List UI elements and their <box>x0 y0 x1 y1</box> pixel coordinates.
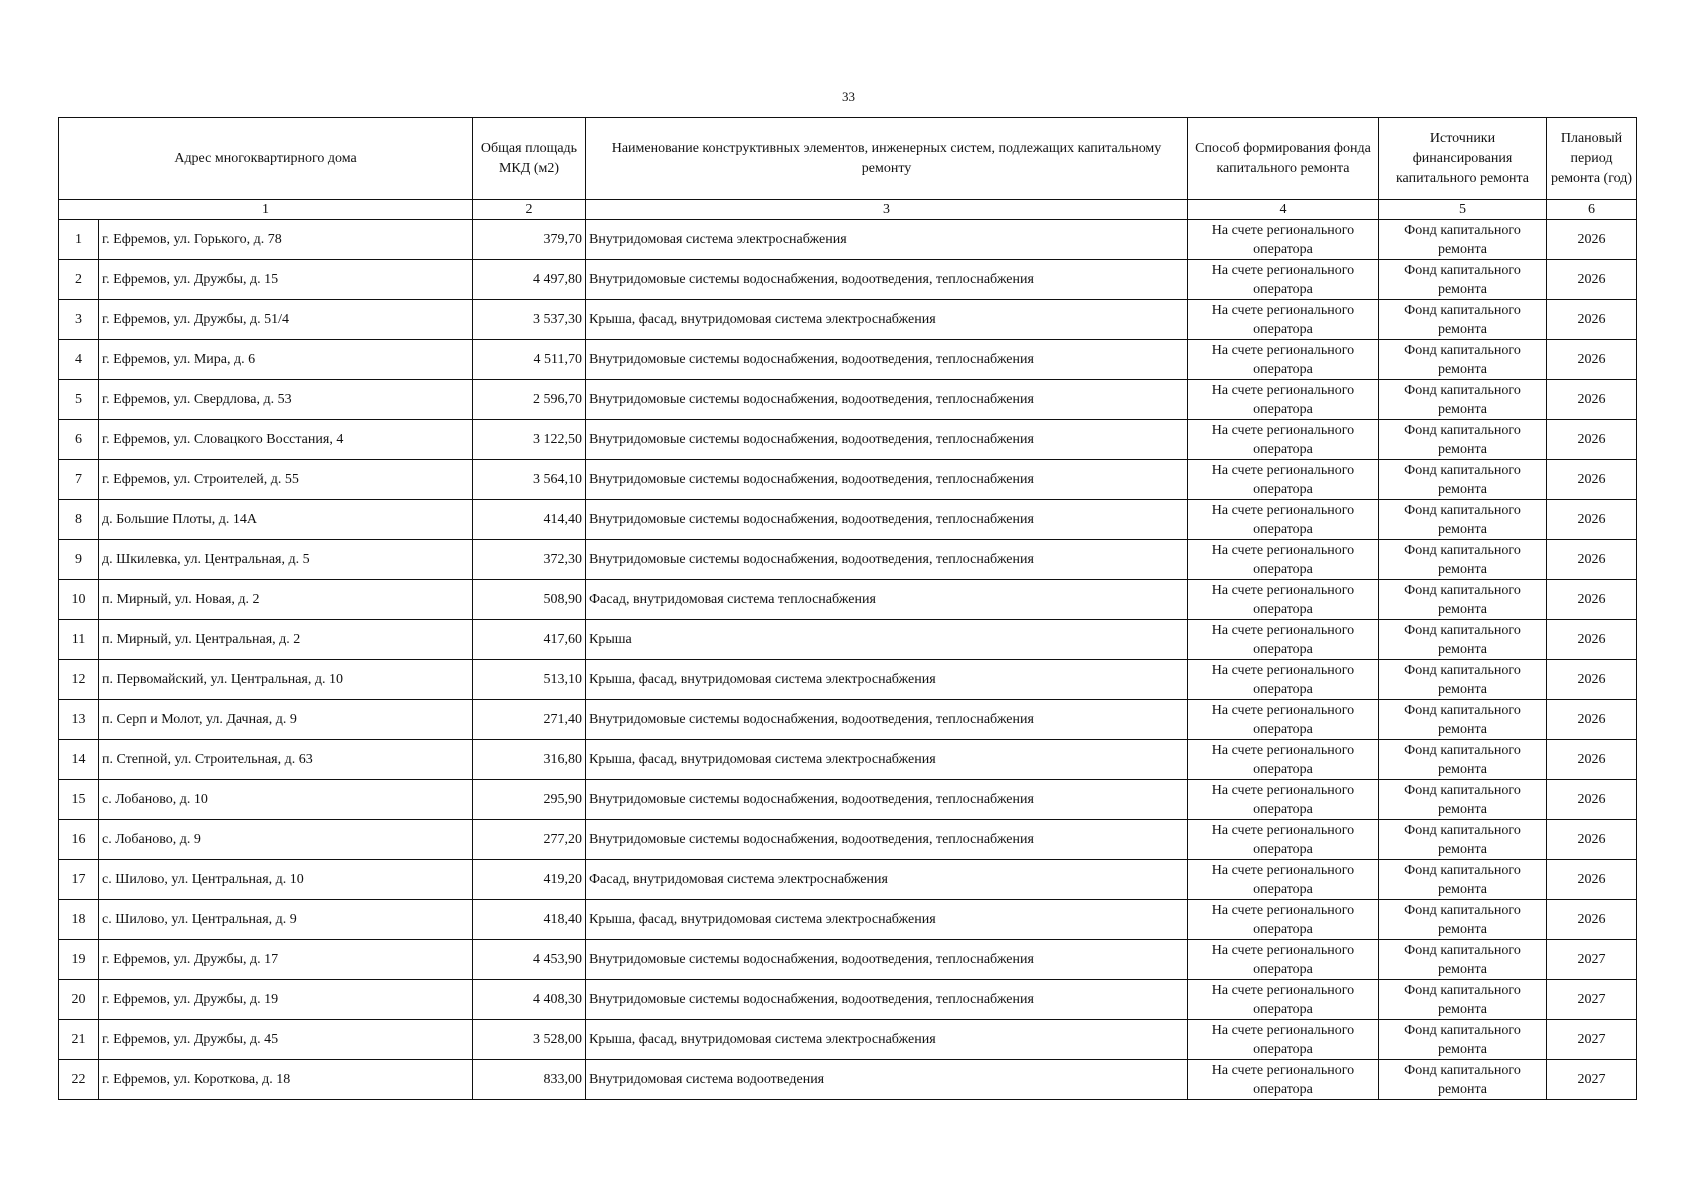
year-cell: 2027 <box>1547 940 1637 980</box>
source-cell: Фонд капитального ремонта <box>1379 660 1547 700</box>
capital-repair-table <box>58 117 1637 1100</box>
table-row <box>59 380 1637 420</box>
table-row <box>59 940 1637 980</box>
year-cell: 2026 <box>1547 460 1637 500</box>
source-cell: Фонд капитального ремонта <box>1379 260 1547 300</box>
works-cell: Крыша, фасад, внутридомовая система электроснабжения <box>586 1020 1188 1060</box>
table-row <box>59 580 1637 620</box>
source-cell: Фонд капитального ремонта <box>1379 1060 1547 1100</box>
works-cell: Внутридомовые системы водоснабжения, водоотведения, теплоснабжения <box>586 700 1188 740</box>
year-cell: 2026 <box>1547 540 1637 580</box>
header-year: Плановый период ремонта (год) <box>1547 118 1637 200</box>
address-cell: п. Степной, ул. Строительная, д. 63 <box>99 740 473 780</box>
source-cell: Фонд капитального ремонта <box>1379 820 1547 860</box>
source-cell: Фонд капитального ремонта <box>1379 700 1547 740</box>
column-number: 1 <box>59 200 473 220</box>
address-cell: г. Ефремов, ул. Дружбы, д. 19 <box>99 980 473 1020</box>
year-cell: 2026 <box>1547 620 1637 660</box>
address-cell: г. Ефремов, ул. Свердлова, д. 53 <box>99 380 473 420</box>
area-cell: 513,10 <box>473 660 586 700</box>
works-cell: Крыша, фасад, внутридомовая система электроснабжения <box>586 300 1188 340</box>
year-cell: 2026 <box>1547 300 1637 340</box>
year-cell: 2026 <box>1547 380 1637 420</box>
row-number: 7 <box>59 460 99 500</box>
address-cell: г. Ефремов, ул. Дружбы, д. 15 <box>99 260 473 300</box>
row-number: 10 <box>59 580 99 620</box>
method-cell: На счете регионального оператора <box>1188 420 1379 460</box>
works-cell: Внутридомовая система водоотведения <box>586 1060 1188 1100</box>
year-cell: 2026 <box>1547 500 1637 540</box>
address-cell: п. Первомайский, ул. Центральная, д. 10 <box>99 660 473 700</box>
header-source: Источники финансирования капитального ремонта <box>1379 118 1547 200</box>
address-cell: с. Лобаново, д. 9 <box>99 820 473 860</box>
table-row <box>59 500 1637 540</box>
method-cell: На счете регионального оператора <box>1188 860 1379 900</box>
table-row <box>59 220 1637 260</box>
method-cell: На счете регионального оператора <box>1188 780 1379 820</box>
works-cell: Внутридомовые системы водоснабжения, водоотведения, теплоснабжения <box>586 820 1188 860</box>
source-cell: Фонд капитального ремонта <box>1379 780 1547 820</box>
area-cell: 417,60 <box>473 620 586 660</box>
method-cell: На счете регионального оператора <box>1188 380 1379 420</box>
row-number: 11 <box>59 620 99 660</box>
area-cell: 3 564,10 <box>473 460 586 500</box>
table-row <box>59 340 1637 380</box>
address-cell: с. Лобаново, д. 10 <box>99 780 473 820</box>
year-cell: 2026 <box>1547 780 1637 820</box>
table-body <box>59 220 1637 1100</box>
year-cell: 2026 <box>1547 700 1637 740</box>
area-cell: 833,00 <box>473 1060 586 1100</box>
method-cell: На счете регионального оператора <box>1188 620 1379 660</box>
table-row <box>59 620 1637 660</box>
method-cell: На счете регионального оператора <box>1188 220 1379 260</box>
method-cell: На счете регионального оператора <box>1188 940 1379 980</box>
address-cell: г. Ефремов, ул. Короткова, д. 18 <box>99 1060 473 1100</box>
works-cell: Внутридомовые системы водоснабжения, водоотведения, теплоснабжения <box>586 380 1188 420</box>
row-number: 19 <box>59 940 99 980</box>
works-cell: Внутридомовые системы водоснабжения, водоотведения, теплоснабжения <box>586 980 1188 1020</box>
address-cell: д. Шкилевка, ул. Центральная, д. 5 <box>99 540 473 580</box>
year-cell: 2026 <box>1547 220 1637 260</box>
table-row <box>59 860 1637 900</box>
row-number: 20 <box>59 980 99 1020</box>
works-cell: Крыша <box>586 620 1188 660</box>
row-number: 5 <box>59 380 99 420</box>
row-number: 14 <box>59 740 99 780</box>
area-cell: 4 408,30 <box>473 980 586 1020</box>
source-cell: Фонд капитального ремонта <box>1379 500 1547 540</box>
table-row <box>59 460 1637 500</box>
table-row <box>59 900 1637 940</box>
address-cell: г. Ефремов, ул. Горького, д. 78 <box>99 220 473 260</box>
method-cell: На счете регионального оператора <box>1188 820 1379 860</box>
method-cell: На счете регионального оператора <box>1188 1060 1379 1100</box>
method-cell: На счете регионального оператора <box>1188 300 1379 340</box>
table-row <box>59 260 1637 300</box>
table-row <box>59 1020 1637 1060</box>
column-number: 5 <box>1379 200 1547 220</box>
address-cell: п. Мирный, ул. Новая, д. 2 <box>99 580 473 620</box>
column-number: 4 <box>1188 200 1379 220</box>
method-cell: На счете регионального оператора <box>1188 580 1379 620</box>
address-cell: г. Ефремов, ул. Мира, д. 6 <box>99 340 473 380</box>
table-row <box>59 1060 1637 1100</box>
row-number: 6 <box>59 420 99 460</box>
works-cell: Внутридомовые системы водоснабжения, водоотведения, теплоснабжения <box>586 260 1188 300</box>
row-number: 9 <box>59 540 99 580</box>
method-cell: На счете регионального оператора <box>1188 260 1379 300</box>
row-number: 15 <box>59 780 99 820</box>
row-number: 22 <box>59 1060 99 1100</box>
source-cell: Фонд капитального ремонта <box>1379 420 1547 460</box>
row-number: 21 <box>59 1020 99 1060</box>
table-row <box>59 420 1637 460</box>
method-cell: На счете регионального оператора <box>1188 740 1379 780</box>
area-cell: 3 537,30 <box>473 300 586 340</box>
year-cell: 2026 <box>1547 740 1637 780</box>
area-cell: 2 596,70 <box>473 380 586 420</box>
area-cell: 277,20 <box>473 820 586 860</box>
year-cell: 2026 <box>1547 340 1637 380</box>
address-cell: г. Ефремов, ул. Строителей, д. 55 <box>99 460 473 500</box>
method-cell: На счете регионального оператора <box>1188 340 1379 380</box>
header-elements: Наименование конструктивных элементов, инженерных систем, подлежащих капитальному ремонту <box>586 118 1188 200</box>
page-number: 33 <box>842 89 855 104</box>
source-cell: Фонд капитального ремонта <box>1379 380 1547 420</box>
row-number: 1 <box>59 220 99 260</box>
area-cell: 4 453,90 <box>473 940 586 980</box>
source-cell: Фонд капитального ремонта <box>1379 620 1547 660</box>
works-cell: Внутридомовые системы водоснабжения, водоотведения, теплоснабжения <box>586 780 1188 820</box>
row-number: 4 <box>59 340 99 380</box>
header-method: Способ формирования фонда капитального ремонта <box>1188 118 1379 200</box>
year-cell: 2026 <box>1547 580 1637 620</box>
year-cell: 2026 <box>1547 900 1637 940</box>
year-cell: 2026 <box>1547 660 1637 700</box>
row-number: 16 <box>59 820 99 860</box>
year-cell: 2027 <box>1547 980 1637 1020</box>
source-cell: Фонд капитального ремонта <box>1379 740 1547 780</box>
address-cell: п. Серп и Молот, ул. Дачная, д. 9 <box>99 700 473 740</box>
address-cell: д. Большие Плоты, д. 14А <box>99 500 473 540</box>
works-cell: Внутридомовые системы водоснабжения, водоотведения, теплоснабжения <box>586 420 1188 460</box>
row-number: 18 <box>59 900 99 940</box>
method-cell: На счете регионального оператора <box>1188 460 1379 500</box>
area-cell: 508,90 <box>473 580 586 620</box>
source-cell: Фонд капитального ремонта <box>1379 1020 1547 1060</box>
source-cell: Фонд капитального ремонта <box>1379 340 1547 380</box>
source-cell: Фонд капитального ремонта <box>1379 580 1547 620</box>
method-cell: На счете регионального оператора <box>1188 900 1379 940</box>
table-row <box>59 540 1637 580</box>
works-cell: Внутридомовые системы водоснабжения, водоотведения, теплоснабжения <box>586 500 1188 540</box>
column-number: 3 <box>586 200 1188 220</box>
method-cell: На счете регионального оператора <box>1188 980 1379 1020</box>
address-cell: п. Мирный, ул. Центральная, д. 2 <box>99 620 473 660</box>
source-cell: Фонд капитального ремонта <box>1379 540 1547 580</box>
table-row <box>59 780 1637 820</box>
source-cell: Фонд капитального ремонта <box>1379 220 1547 260</box>
area-cell: 3 528,00 <box>473 1020 586 1060</box>
area-cell: 372,30 <box>473 540 586 580</box>
source-cell: Фонд капитального ремонта <box>1379 860 1547 900</box>
year-cell: 2026 <box>1547 420 1637 460</box>
works-cell: Фасад, внутридомовая система теплоснабжения <box>586 580 1188 620</box>
source-cell: Фонд капитального ремонта <box>1379 300 1547 340</box>
works-cell: Внутридомовые системы водоснабжения, водоотведения, теплоснабжения <box>586 340 1188 380</box>
works-cell: Внутридомовая система электроснабжения <box>586 220 1188 260</box>
works-cell: Крыша, фасад, внутридомовая система электроснабжения <box>586 660 1188 700</box>
table-row <box>59 300 1637 340</box>
source-cell: Фонд капитального ремонта <box>1379 940 1547 980</box>
method-cell: На счете регионального оператора <box>1188 700 1379 740</box>
year-cell: 2026 <box>1547 260 1637 300</box>
works-cell: Крыша, фасад, внутридомовая система электроснабжения <box>586 900 1188 940</box>
area-cell: 4 497,80 <box>473 260 586 300</box>
year-cell: 2026 <box>1547 820 1637 860</box>
works-cell: Крыша, фасад, внутридомовая система электроснабжения <box>586 740 1188 780</box>
area-cell: 271,40 <box>473 700 586 740</box>
table-row <box>59 980 1637 1020</box>
header-area: Общая площадь МКД (м2) <box>473 118 586 200</box>
works-cell: Фасад, внутридомовая система электроснабжения <box>586 860 1188 900</box>
area-cell: 316,80 <box>473 740 586 780</box>
row-number: 8 <box>59 500 99 540</box>
table-row <box>59 740 1637 780</box>
header-address: Адрес многоквартирного дома <box>59 118 473 200</box>
address-cell: г. Ефремов, ул. Словацкого Восстания, 4 <box>99 420 473 460</box>
row-number: 13 <box>59 700 99 740</box>
row-number: 17 <box>59 860 99 900</box>
area-cell: 295,90 <box>473 780 586 820</box>
address-cell: с. Шилово, ул. Центральная, д. 10 <box>99 860 473 900</box>
source-cell: Фонд капитального ремонта <box>1379 460 1547 500</box>
source-cell: Фонд капитального ремонта <box>1379 980 1547 1020</box>
table-row <box>59 660 1637 700</box>
column-number-row-group <box>59 200 1637 220</box>
year-cell: 2026 <box>1547 860 1637 900</box>
method-cell: На счете регионального оператора <box>1188 540 1379 580</box>
table-header <box>59 118 1637 200</box>
area-cell: 418,40 <box>473 900 586 940</box>
table-row <box>59 820 1637 860</box>
works-cell: Внутридомовые системы водоснабжения, водоотведения, теплоснабжения <box>586 540 1188 580</box>
year-cell: 2027 <box>1547 1060 1637 1100</box>
works-cell: Внутридомовые системы водоснабжения, водоотведения, теплоснабжения <box>586 940 1188 980</box>
column-number: 6 <box>1547 200 1637 220</box>
row-number: 12 <box>59 660 99 700</box>
address-cell: г. Ефремов, ул. Дружбы, д. 51/4 <box>99 300 473 340</box>
source-cell: Фонд капитального ремонта <box>1379 900 1547 940</box>
row-number: 3 <box>59 300 99 340</box>
column-number: 2 <box>473 200 586 220</box>
area-cell: 4 511,70 <box>473 340 586 380</box>
method-cell: На счете регионального оператора <box>1188 1020 1379 1060</box>
area-cell: 379,70 <box>473 220 586 260</box>
area-cell: 419,20 <box>473 860 586 900</box>
method-cell: На счете регионального оператора <box>1188 500 1379 540</box>
year-cell: 2027 <box>1547 1020 1637 1060</box>
column-number-row <box>59 200 1637 220</box>
area-cell: 414,40 <box>473 500 586 540</box>
address-cell: с. Шилово, ул. Центральная, д. 9 <box>99 900 473 940</box>
row-number: 2 <box>59 260 99 300</box>
address-cell: г. Ефремов, ул. Дружбы, д. 45 <box>99 1020 473 1060</box>
table-row <box>59 700 1637 740</box>
works-cell: Внутридомовые системы водоснабжения, водоотведения, теплоснабжения <box>586 460 1188 500</box>
address-cell: г. Ефремов, ул. Дружбы, д. 17 <box>99 940 473 980</box>
area-cell: 3 122,50 <box>473 420 586 460</box>
method-cell: На счете регионального оператора <box>1188 660 1379 700</box>
